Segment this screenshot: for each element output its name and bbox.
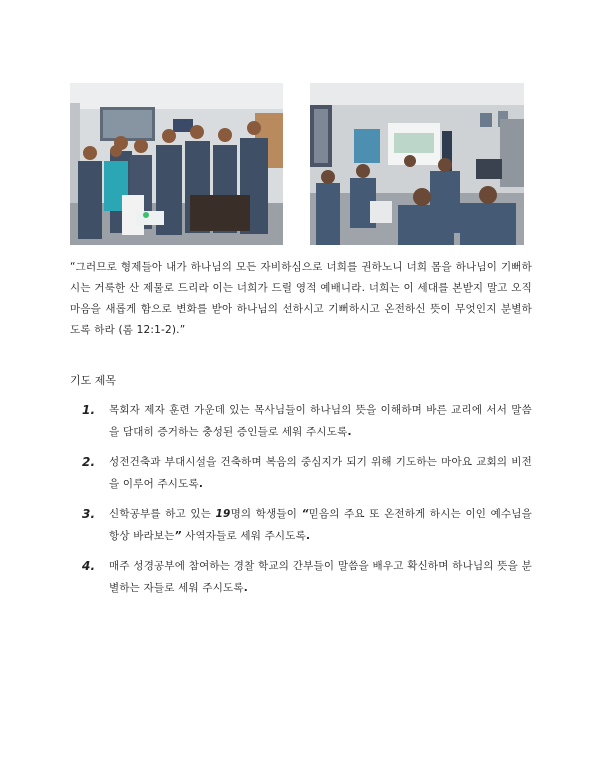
- item-text: 명의 학생들이: [230, 508, 302, 520]
- item-end: .: [198, 478, 204, 490]
- open-quote: “: [301, 508, 309, 520]
- item-text: 사역자들로 세워 주시도록: [181, 530, 306, 542]
- item-end: .: [243, 582, 248, 594]
- item-number: 2.: [82, 455, 96, 469]
- student-count: 19: [215, 508, 231, 520]
- item-end: .: [347, 426, 352, 438]
- item-text: 신학공부를 하고 있는: [109, 508, 216, 520]
- item-number: 3.: [82, 507, 96, 521]
- list-item: [82, 399, 532, 443]
- section-heading: 기도 제목: [70, 374, 117, 387]
- item-text: 매주 성경공부에 참여하는 경찰 학교의 간부들이 말씀을 배우고 확신하며 하나님의 뜻을 분별하는 자들로 세워 주시도록: [109, 560, 532, 594]
- list-item: [82, 451, 532, 495]
- item-text: 믿음의 주요 또 온전하게 하시는 이인 예수님을 항상 바라보는: [109, 508, 532, 542]
- close-quote: ”: [174, 530, 182, 542]
- item-text: 성전건축과 부대시설을 건축하며 복음의 중심지가 되기 위해 기도하는 마아요 교회의 비전을 이루어 주시도록: [109, 456, 532, 490]
- list-item: [82, 555, 532, 599]
- list-item: [82, 503, 532, 547]
- prayer-list: [82, 399, 532, 607]
- item-number: 1.: [82, 403, 96, 417]
- item-text: 목회자 제자 훈련 가운데 있는 목사님들이 하나님의 뜻을 이해하며 바른 교리에 서서 말씀을 담대히 증거하는 충성된 증인들로 세워 주시도록: [109, 404, 532, 438]
- scripture-quote: “그러므로 형제들아 내가 하나님의 모든 자비하심으로 너희를 권하노니 너희 몸을 하나님이 기뻐하시는 거룩한 산 제물로 드리라 이는 너희가 드릴 영적 예배니라. 너희는 이 세대를 본받지 말고 오직 마음을 새롭게 함으로 변화를 받아 하나님의 선하시고 기뻐하시고 온전하신 뜻이 무엇인지 분별하도록 하라 (롬 12:1-2).”: [70, 261, 532, 336]
- item-end: .: [305, 530, 311, 542]
- photo-classroom: [310, 83, 524, 245]
- photo-group-standing: [70, 83, 283, 245]
- item-number: 4.: [82, 559, 96, 573]
